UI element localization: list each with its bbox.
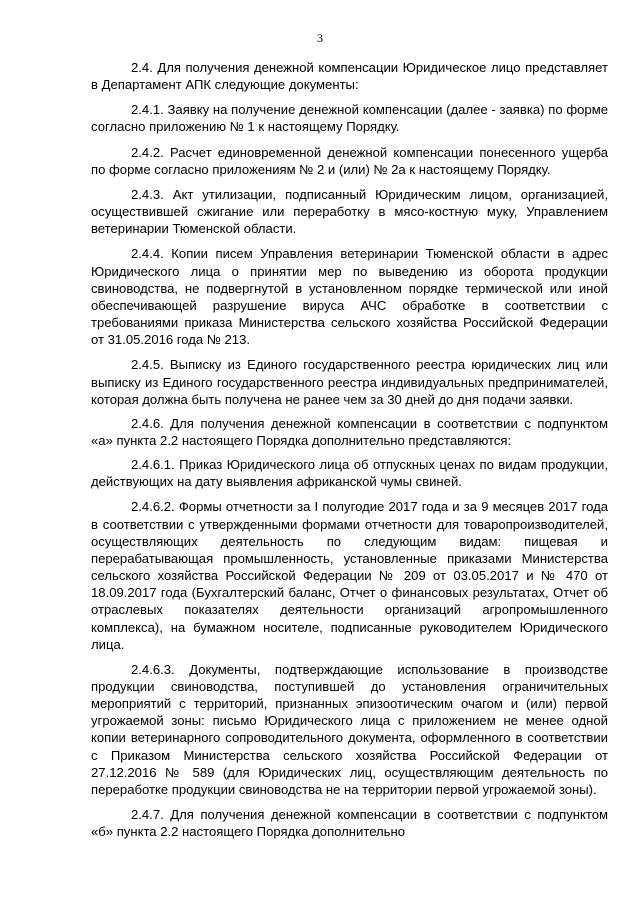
- paragraph-2-4-3: 2.4.3. Акт утилизации, подписанный Юридическим лицом, организацией, осуществившей сжигание или переработку в мясо-костную муку, Управлением ветеринарии Тюменской области.: [91, 186, 608, 237]
- paragraph-2-4-6: 2.4.6. Для получения денежной компенсации в соответствии с подпунктом «а» пункта 2.2 настоящего Порядка дополнительно представляются:: [91, 415, 608, 448]
- paragraph-2-4-4: 2.4.4. Копии писем Управления ветеринарии Тюменской области в адрес Юридического лица о принятии мер по выведению из оборота продукции свиноводства, не подвергнутой в установленном порядке термической или иной обеспечивающей разрушение вируса АЧС обработке в соответствии с требованиями приказа Министерства сельского хозяйства Российской Федерации от 31.05.2016 года № 213.: [91, 246, 608, 348]
- paragraph-2-4-6-1: 2.4.6.1. Приказ Юридического лица об отпускных ценах по видам продукции, действующих на дату выявления африканской чумы свиней.: [91, 457, 608, 490]
- document-body: [91, 59, 608, 848]
- paragraph-2-4-6-3: 2.4.6.3. Документы, подтверждающие использование в производстве продукции свиноводства, поступившей до установления ограничительных мероприятий с территорий, признанных эпизоотическим очагом и (или) первой угрожаемой зоны: письмо Юридического лица с приложением не менее одной копии ветеринарного сопроводительного документа, оформленного в соответствии с Приказом Министерства сельского хозяйства Российской Федерации от 27.12.2016 № 589 (для Юридических лиц, осуществляющим деятельность по переработке продукции свиноводства не на территории первой угрожаемой зоны).: [91, 661, 608, 797]
- paragraph-2-4-2: 2.4.2. Расчет единовременной денежной компенсации понесенного ущерба по форме согласно приложениям № 2 и (или) № 2а к настоящему Порядку.: [91, 144, 608, 177]
- paragraph-2-4: 2.4. Для получения денежной компенсации Юридическое лицо представляет в Департамент АПК следующие документы:: [91, 60, 608, 93]
- paragraph-2-4-1: 2.4.1. Заявку на получение денежной компенсации (далее - заявка) по форме согласно приложению № 1 к настоящему Порядку.: [91, 102, 608, 135]
- paragraph-2-4-5: 2.4.5. Выписку из Единого государственного реестра юридических лиц или выписку из Единого государственного реестра индивидуальных предпринимателей, которая должна быть получена не ранее чем за 30 дней до дня подачи заявки.: [91, 357, 608, 407]
- paragraph-2-4-6-2: 2.4.6.2. Формы отчетности за I полугодие 2017 года и за 9 месяцев 2017 года в соответствии с утвержденными формами отчетности для товаропроизводителей, осуществляющих деятельность по следующим видам: пищевая и перерабатывающая промышленность, установленные приказами Министерства сельского хозяйства Российской Федерации № 209 от 03.05.2017 и № 470 от 18.09.2017 года (Бухгалтерский баланс, Отчет о финансовых результатах, Отчет об отраслевых показателях деятельности организаций агропромышленного комплекса), на бумажном носителе, подписанные руководителем Юридического лица.: [91, 499, 608, 652]
- paragraph-2-4-7: 2.4.7. Для получения денежной компенсации в соответствии с подпунктом «б» пункта 2.2 настоящего Порядка дополнительно: [91, 807, 608, 840]
- page-number: 3: [317, 31, 323, 45]
